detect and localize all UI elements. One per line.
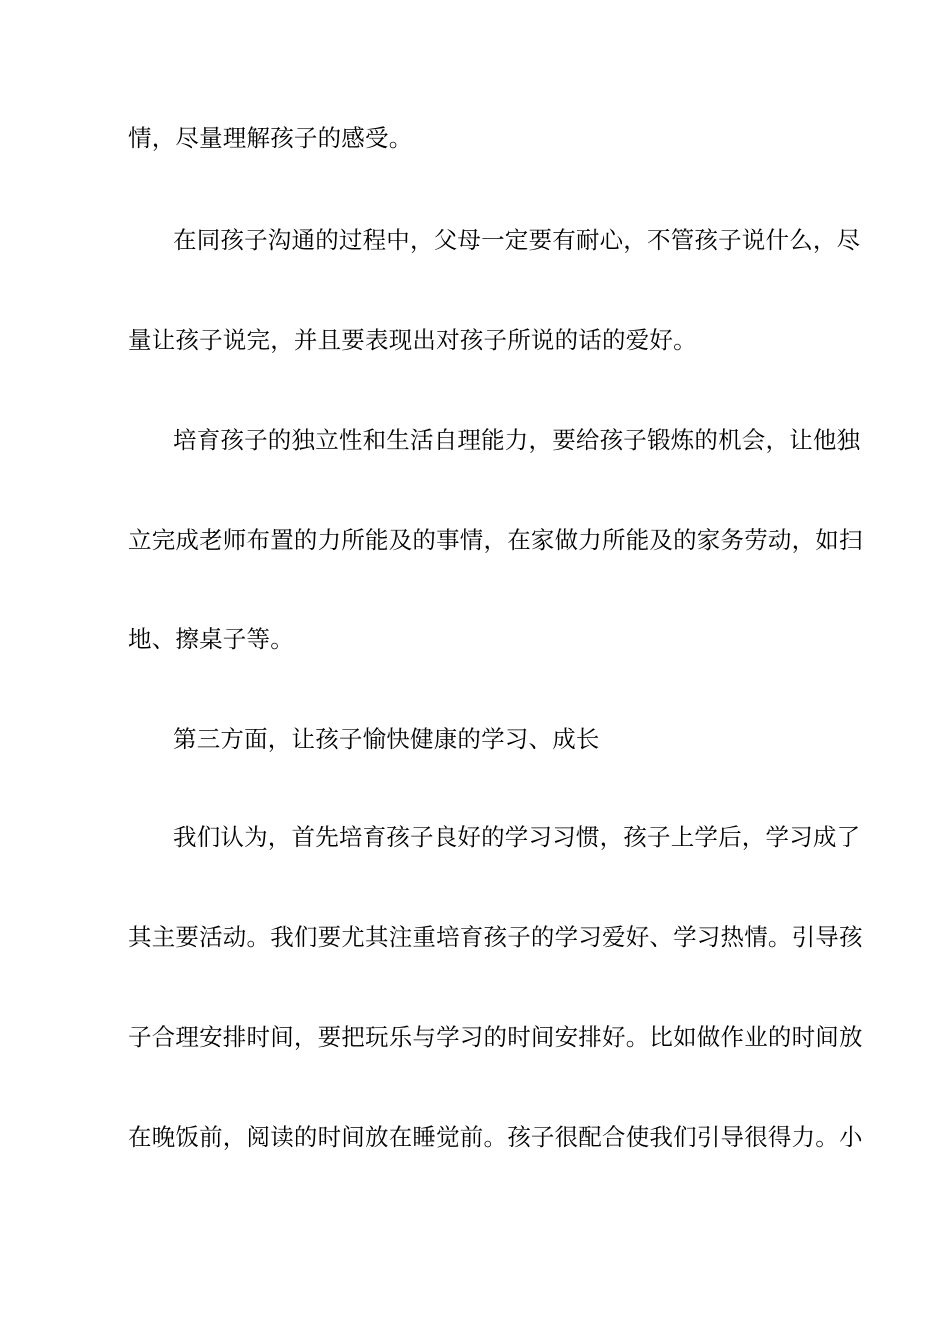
text-line: 子合理安排时间，要把玩乐与学习的时间安排好。比如做作业的时间放: [128, 1023, 863, 1051]
text-line: 在晚饭前，阅读的时间放在睡觉前。孩子很配合使我们引导很得力。小: [128, 1123, 863, 1151]
text-line: 情，尽量理解孩子的感受。: [128, 124, 413, 152]
text-line: 量让孩子说完，并且要表现出对孩子所说的话的爱好。: [128, 326, 697, 354]
paragraph-start-line: 在同孩子沟通的过程中，父母一定要有耐心，不管孩子说什么，尽: [173, 226, 861, 254]
section-heading: 第三方面，让孩子愉快健康的学习、成长: [173, 725, 600, 753]
paragraph-start-line: 我们认为，首先培育孩子良好的学习习惯，孩子上学后，学习成了: [173, 823, 861, 851]
paragraph-start-line: 培育孩子的独立性和生活自理能力，要给孩子锻炼的机会，让他独: [173, 426, 861, 454]
text-line: 立完成老师布置的力所能及的事情，在家做力所能及的家务劳动，如扫: [128, 526, 863, 554]
text-line: 地、擦桌子等。: [128, 625, 294, 653]
text-line: 其主要活动。我们要尤其注重培育孩子的学习爱好、学习热情。引导孩: [128, 923, 863, 951]
